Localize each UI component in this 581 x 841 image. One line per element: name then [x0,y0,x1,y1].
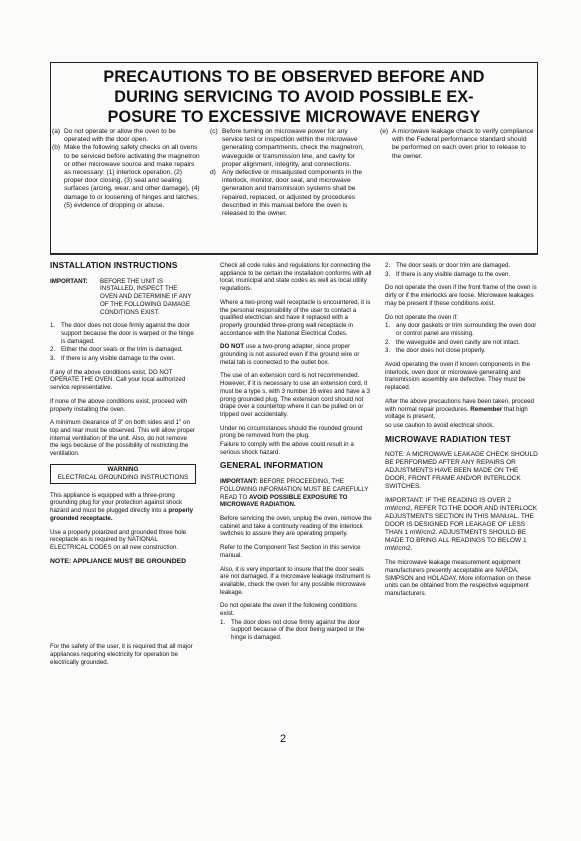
installation-list [50,322,196,363]
paragraph [220,343,372,366]
page-number: 2 [280,733,287,745]
list-text: The door does not close firmly against the door support because of the door being warped or the hinge is damaged. [231,618,365,642]
precautions-col-1 [52,128,202,210]
paragraph: Do not operate the oven if: [385,313,458,321]
text: that high voltage is present, [385,405,528,421]
item-text-b: Make the following safety checks on all ovens to be serviced before activating the magnetron or other microwave source and make repairs as necessary: (1) interlock operation, (2) proper door closing, (3) seal and sealing surfaces (arcing, wear, and other damage), (4) damage to or loosening of hinges and latches, (5) evidence of dropping or abuse. [64,144,200,209]
text-bold: properly grounded receptacle. [50,507,194,522]
right-list [385,262,538,278]
paragraph: Do not operate the oven if the following conditions exist. [220,602,357,618]
paragraph: The use of an extension cord is not recommended. However, if it is necessary to use an extension cord, it must be a type s, with 3 number 16 wires and have a 3 prong grounded plug. The extension cord should not drape over a countertop where it can be pulled on or tripped over accidentally. [220,372,370,418]
paragraph: Avoid operating the oven if known components in the interlock, oven door or microwave generating and transmission assembly are defective. They must be replaced. [385,361,531,392]
text: BEFORE PROCEEDING, THE FOLLOWING INFORMATION MUST BE CAREFULLY READ TO [220,478,369,501]
list-text: If there is any visible damage to the oven. [61,355,176,363]
grounding-note: NOTE: APPLIANCE MUST BE GROUNDED [50,557,187,565]
paragraph: NOTE: A MICROWAVE LEAKAGE CHECK SHOULD BE PERFORMED AFTER ANY REPAIRS OR ADJUSTMENTS HAVE BEEN MADE ON THE DOOR, FRONT FRAME AND/OR INTERLOCK SWITCHES. [385,451,538,491]
list-num: 1. [50,322,56,330]
paragraph: Refer to the Component Test Section in this service manual. [220,544,361,559]
paragraph: Under no circumstances should the rounded ground prong be removed from the plug. [220,424,363,440]
list-num: 2. [385,262,391,269]
text-bold: Remember [470,405,503,413]
item-label-a: (a) [52,128,61,135]
item-label-c: (c) [210,128,218,135]
list-num: 1. [220,618,226,626]
radiation-test-heading: MICROWAVE RADIATION TEST [385,434,511,444]
general-info-heading: GENERAL INFORMATION [220,461,324,471]
text-bold: DO NOT [220,343,245,351]
paragraph: Use a properly polarized and grounded three hole receptacle as is required by NATIONAL ELECTRICAL CODES on all new construction. [50,528,187,551]
warning-box [50,464,196,484]
title-line-2: DURING SERVICING TO AVOID POSSIBLE EX- [114,88,474,106]
item-text-a: Do not operate or allow the oven to be operated with the door open. [64,128,176,144]
list-num: 3. [385,270,391,278]
list-num: 3. [50,355,56,363]
important-key: IMPORTANT: [220,478,258,486]
paragraph [220,478,372,509]
text: use a two-prong adapter, since proper grounding is not assured even if the ground wire or metal tab is connected to the outlet box. [220,343,360,366]
list-num: 2. [385,338,391,346]
middle-column [220,262,372,643]
left-column [50,262,196,673]
list-text: Either the door seals or the trim is damaged. [61,346,183,354]
item-text-d: Any defective or misadjusted components in the interlock, monitor, door seal, and microwave generation and transmission systems shall be repaired, replaced, or adjusted by procedures described in this manual before the oven is released to the owner. [222,169,363,218]
list-text: The door seals or door trim are damaged. [396,262,511,269]
text: After the above precautions have been taken, proceed with normal repair procedures. [385,397,534,413]
important-text: BEFORE THE UNIT IS INSTALLED, INSPECT THE OVEN AND DETERMINE IF ANY OF THE FOLLOWING DAMAGE CONDITIONS EXIST. [100,277,192,316]
list-text: The door does not close firmly against the door support because the door is warped or the hinge is damaged. [61,322,194,345]
section-divider [50,254,538,255]
paragraph: Failure to comply with the above could result in a serious shock hazard. [220,441,354,456]
paragraph [385,398,538,421]
item-label-b: (b) [52,144,61,152]
precautions-col-3 [380,128,534,161]
right-column [385,262,538,604]
list-text: any door gaskets or trim surrounding the oven door or control panel are missing. [396,322,537,337]
installation-heading: INSTALLATION INSTRUCTIONS [50,261,178,270]
paragraph: The microwave leakage measurement equipment manufacturers presently acceptable are NARDA, SIMPSON and HOLADAY. More information on these units can be obtained from the respective equipment manufacturers. [385,559,531,598]
warning-subtitle: ELECTRICAL GROUNDING INSTRUCTIONS [57,473,189,481]
paragraph: A minimum clearance of 3" on both sides and 1" on top and rear must be observed. This will allow proper internal ventilation of the unit. Also, do not remove the legs because of the possibility of restricting the ventilation. [50,419,196,458]
title-line-3: POSURE TO EXCESSIVE MICROWAVE ENERGY [107,108,481,126]
paragraph: If none of the above conditions exist, proceed with properly installing the oven. [50,397,188,413]
item-label-d: d) [210,169,216,177]
list-text: If there is any visible damage to the oven. [396,270,511,278]
item-text-c: Before turning on microwave power for any service test or inspection within the microwave generating compartments, check the magnetron, waveguide or transmission line, and cavity for proper alignment, integrity, and connections. [222,128,364,168]
warning-title: WARNING [107,465,139,473]
title-line-1: PRECAUTIONS TO BE OBSERVED BEFORE AND [103,68,485,86]
text: This appliance is equipped with a three-prong grounding plug for your protection against shock hazard and must be plugged directly into a [50,491,183,515]
text-bold: AVOID POSSIBLE EXPOSURE TO MICROWAVE RADIATION. [220,493,348,509]
item-label-e: (e) [380,128,389,135]
paragraph: Before servicing the oven, unplug the oven, remove the cabinet and take a continuity reading of the interlock switches to assure they are operating properly. [220,514,372,538]
paragraph: If any of the above conditions exist, DO NOT OPERATE THE OVEN. Call your local authorized service representative. [50,368,186,392]
paragraph: Also, it is very important to insure that the door seals are not damaged. If a microwave leakage instrument is available, check the oven for any possible microwave leakage. [220,565,371,596]
list-text: the waveguide and oven cavity are not intact. [396,338,520,346]
list-num: 2. [50,346,56,354]
item-text-e: A microwave leakage check to verify compliance with the Federal performance standard should be performed on each oven prior to release to the owner. [392,128,534,160]
paragraph: so use caution to avoid electrical shock. [385,421,495,429]
paragraph: Where a two-prong wall receptacle is encountered, it is the personal responsibility of the user to contact a qualified electrician and have it replaced with a properly grounded three-prong wall receptacle in accordance with the National Electrical Codes. [220,298,371,337]
paragraph: Do not operate the oven if the front frame of the oven is dirty or if the interlocks are loose. Microwave leakages may be present if these conditions exist. [385,284,537,307]
right-list-2 [385,322,538,355]
page-title [51,67,537,127]
list-num: 1. [385,322,391,330]
list-num: 3. [385,347,391,355]
important-key: IMPORTANT: [50,277,88,285]
precautions-col-2 [210,128,366,218]
list-text: the door does not close properly. [396,347,486,355]
paragraph [50,492,196,523]
paragraph: Check all code rules and regulations for connecting the appliance to be certain the installation conforms with all local, municipal and state codes as well as local utility regulations. [220,262,372,293]
paragraph: IMPORTANT: IF THE READING IS OVER 2 mW/cm2, REFER TO THE DOOR AND INTERLOCK ADJUSTMENTS SECTION IN THIS MANUAL. THE DOOR IS DESIGNED FOR LEAKAGE OF LESS THAN 1 mW/cm2. ADJUSTMENTS SHOULD BE MADE TO BRING ALL READINGS TO BELOW 1 mW/cm2. [385,497,538,553]
paragraph: For the safety of the user, it is required that all major appliances requiring electricity for operation be electrically grounded. [50,643,193,666]
